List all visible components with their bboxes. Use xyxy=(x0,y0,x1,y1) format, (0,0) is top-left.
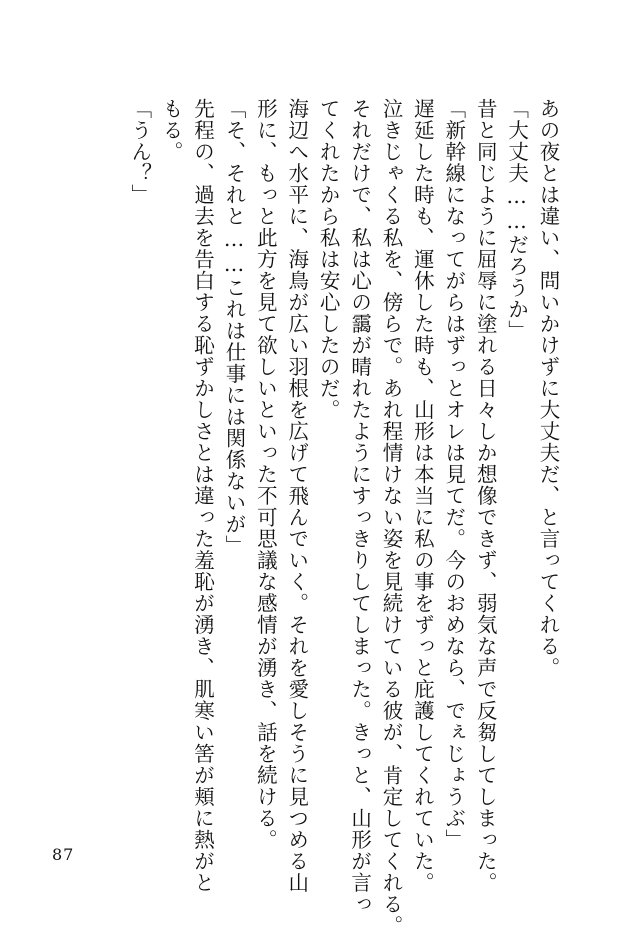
text-line: 海辺へ水平に、海鳥が広い羽根を広げて飛んでいく。それを愛しそうに見つめる山 xyxy=(284,98,309,894)
text-line: てくれたから私は安心したのだ。 xyxy=(316,98,341,421)
text-line: 「新幹線になってがらはずっとオレは見てだ。今のおめなら、でぇじょうぶ」 xyxy=(441,98,466,851)
text-line: 昔と同じように屈辱に塗れる日々しか想像できず、弱気な声で反芻してしまった。 xyxy=(473,98,498,894)
text-line: 遅延した時も、運休した時も、山形は本当に私の事をずっと庇護してくれていた。 xyxy=(410,98,435,894)
text-line: それだけで、私は心の靄が晴れたようにすっきりしてしまった。きっと、山形が言っ xyxy=(347,98,372,915)
text-line: 形に、もっと此方を見て欲しいといった不可思議な感情が湧き、話を続ける。 xyxy=(253,98,278,851)
text-line: 「うん？」 xyxy=(127,98,152,206)
text-line: もる。 xyxy=(159,98,184,163)
text-line: あの夜とは違い、問いかけずに大丈夫だ、と言ってくれる。 xyxy=(536,98,560,679)
text-line: 泣きじゃくる私を、傍らで。あれ程情けない姿を見続けている彼が、肯定してくれる。 xyxy=(378,98,403,937)
text-line: 「大丈夫……だろうか」 xyxy=(504,98,529,342)
text-line: 「そ、それと……これは仕事には関係ないが」 xyxy=(221,98,246,557)
page-number: 87 xyxy=(52,845,75,864)
text-line: 先程の、過去を告白する恥ずかしさとは違った羞恥が湧き、肌寒い筈が頬に熱がと xyxy=(190,98,215,894)
vertical-text-block xyxy=(123,98,563,937)
